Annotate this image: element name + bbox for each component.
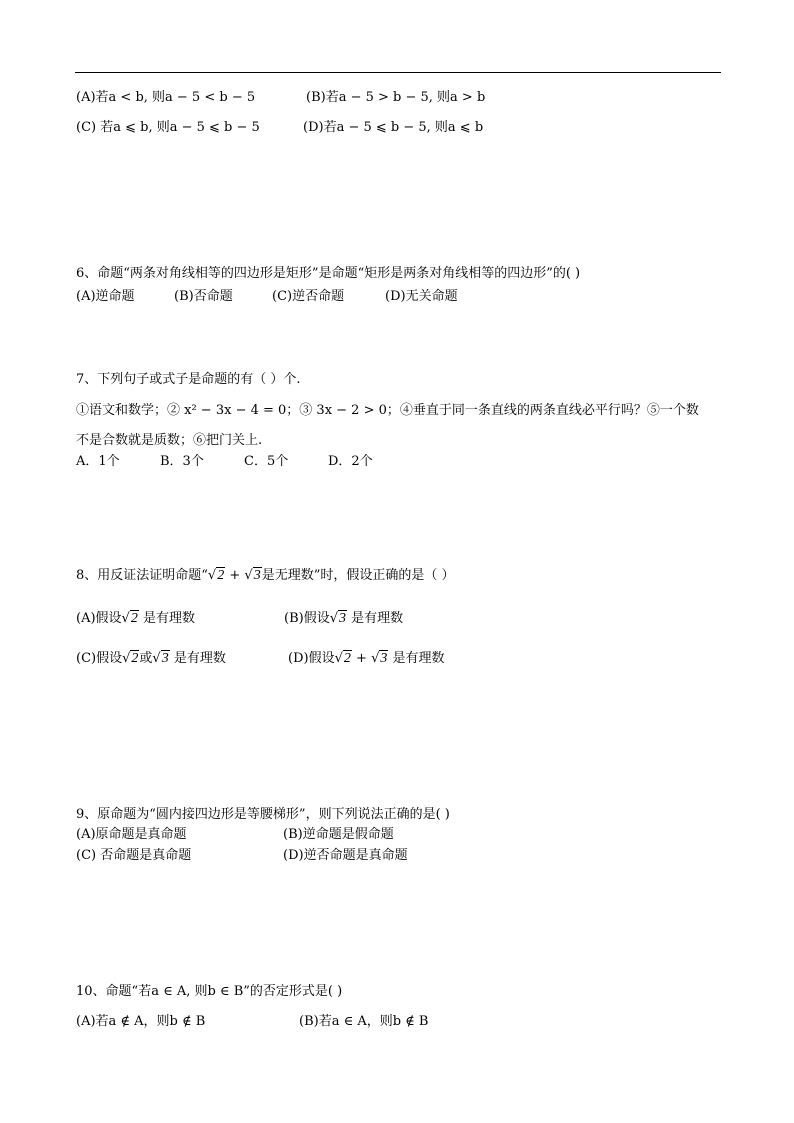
q6-stem: 6、命题“两条对角线相等的四边形是矩形”是命题“矩形是两条对角线相等的四边形”的( ) xyxy=(76,266,581,281)
radicand: 2 xyxy=(130,611,138,626)
radicand: 2 xyxy=(217,568,225,583)
q8-stem-prefix: 8、用反证法证明命题“ xyxy=(76,568,208,583)
q10-stem: 10、命题“若a ∈ A, 则b ∈ B”的否定形式是( ) xyxy=(76,984,343,999)
q5-option-c: (C) 若a ⩽ b, 则a − 5 ⩽ b − 5 xyxy=(76,120,260,135)
q10-option-a: (A)若a ∉ A，则b ∉ B xyxy=(76,1014,206,1029)
q6-option-d: (D)无关命题 xyxy=(385,289,458,304)
plus-sign: + xyxy=(229,568,241,583)
q8-stem-suffix: 是无理数”时，假设正确的是（ ） xyxy=(261,568,455,583)
sqrt-symbol: √ xyxy=(244,568,253,583)
sqrt-symbol: √ xyxy=(207,568,217,583)
q5-option-d: (D)若a − 5 ⩽ b − 5, 则a ⩽ b xyxy=(303,120,484,135)
q9-option-c: (C) 否命题是真命题 xyxy=(76,848,192,863)
q10-option-b: (B)若a ∈ A，则b ∉ B xyxy=(299,1014,429,1029)
q6-option-c: (C)逆否命题 xyxy=(272,289,345,304)
option-label: (B)假设 xyxy=(284,611,330,626)
q5-option-a: (A)若a < b, 则a − 5 < b − 5 xyxy=(76,90,256,105)
option-label: (C)假设 xyxy=(76,651,123,666)
option-text: 是有理数 xyxy=(351,611,404,626)
q7-option-b: B．3个 xyxy=(160,454,204,469)
sqrt-symbol: √ xyxy=(334,651,343,666)
radicand: 3 xyxy=(253,568,261,583)
radicand: 2 xyxy=(131,651,139,666)
or-text: 或 xyxy=(139,651,153,666)
sqrt-symbol: √ xyxy=(371,651,380,666)
radicand: 2 xyxy=(343,651,351,666)
option-label: (A)假设 xyxy=(76,611,122,626)
sqrt-symbol: √ xyxy=(329,611,338,626)
q7-option-a: A．1个 xyxy=(76,454,120,469)
q7-stem: 7、下列句子或式子是命题的有（ ）个. xyxy=(76,372,301,387)
radicand: 3 xyxy=(339,611,346,626)
q7-option-c: C．5个 xyxy=(244,454,289,469)
q6-option-a: (A)逆命题 xyxy=(76,289,135,304)
header-rule xyxy=(75,72,721,73)
q7-body-line2: 不是合数就是质数；⑥把门关上. xyxy=(76,433,263,448)
q5-option-b: (B)若a − 5 > b − 5, 则a > b xyxy=(306,90,486,105)
q6-option-b: (B)否命题 xyxy=(174,289,233,304)
q7-option-d: D．2个 xyxy=(328,454,373,469)
option-text: 是有理数 xyxy=(142,611,195,626)
sqrt-symbol: √ xyxy=(152,651,161,666)
q8-option-c xyxy=(76,650,226,668)
q8-option-b xyxy=(284,610,403,628)
q8-option-a xyxy=(76,610,195,628)
sqrt-symbol: √ xyxy=(122,651,131,666)
q9-option-d: (D)逆否命题是真命题 xyxy=(283,848,408,863)
option-text: 是有理数 xyxy=(392,651,445,666)
sqrt-symbol: √ xyxy=(121,611,130,626)
option-label: (D)假设 xyxy=(288,651,335,666)
radicand: 3 xyxy=(380,651,388,666)
q9-stem: 9、原命题为“圆内接四边形是等腰梯形”，则下列说法正确的是( ) xyxy=(76,807,450,822)
radicand: 3 xyxy=(161,651,169,666)
q9-option-b: (B)逆命题是假命题 xyxy=(283,827,394,842)
option-text: 是有理数 xyxy=(173,651,226,666)
q9-option-a: (A)原命题是真命题 xyxy=(76,827,187,842)
q8-option-d xyxy=(288,650,445,668)
plus-sign: + xyxy=(356,651,367,666)
q7-body-line1: ①语文和数学；② x² − 3x − 4 = 0；③ 3x − 2 > 0；④垂直于同一条直线的两条直线必平行吗？⑤一个数 xyxy=(76,403,699,418)
q8-stem xyxy=(76,567,454,585)
